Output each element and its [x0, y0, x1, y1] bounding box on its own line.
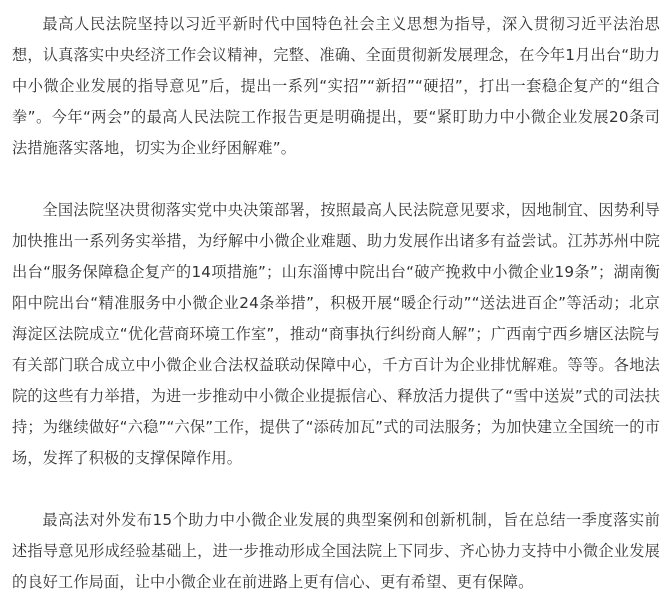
- paragraph-1: 最高人民法院坚持以习近平新时代中国特色社会主义思想为指导，深入贯彻习近平法治思想，认真落实中央经济工作会议精神，完整、准确、全面贯彻新发展理念，在今年1月出台“助力中小微企业发展的指导意见”后，提出一系列“实招”“新招”“硬招”，打出一套稳企复产的“组合拳”。今年“两会”的最高人民法院工作报告更是明确提出，要“紧盯助力中小微企业发展20条司法措施落实落地，切实为企业纾困解难”。: [12, 15, 660, 157]
- article-body: [12, 0, 660, 598]
- paragraph-2: 全国法院坚决贯彻落实党中央决策部署，按照最高人民法院意见要求，因地制宜、因势利导加快推出一系列务实举措，为纾解中小微企业难题、助力发展作出诸多有益尝试。江苏苏州中院出台“服务保障稳企复产的14项措施”；山东淄博中院出台“破产挽救中小微企业19条”；湖南衡阳中院出台“精准服务中小微企业24条举措”，积极开展“暖企行动”“送法进百企”等活动；北京海淀区法院成立“优化营商环境工作室”，推动“商事执行纠纷商人解”；广西南宁西乡塘区法院与有关部门联合成立中小微企业合法权益联动保障中心，千方百计为企业排忧解难。等等。各地法院的这些有力举措，为进一步推动中小微企业提振信心、释放活力提供了“雪中送炭”式的司法扶持；为继续做好“六稳”“六保”工作，提供了“添砖加瓦”式的司法服务；为加快建立全国统一的市场，发挥了积极的支撑保障作用。: [12, 201, 660, 467]
- paragraph-3: 最高法对外发布15个助力中小微企业发展的典型案例和创新机制，旨在总结一季度落实前述指导意见形成经验基础上，进一步推动形成全国法院上下同步、齐心协力支持中小微企业发展的良好工作局面，让中小微企业在前进路上更有信心、更有希望、更有保障。: [12, 511, 660, 591]
